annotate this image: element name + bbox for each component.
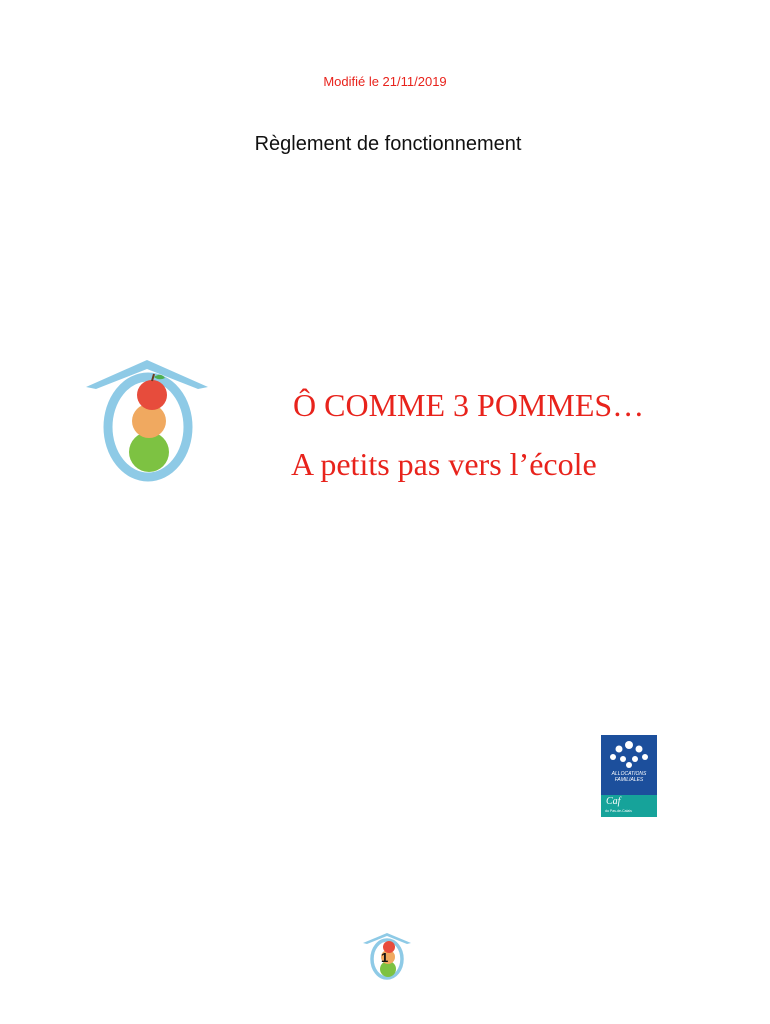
modified-date: Modifié le 21/11/2019 <box>323 74 447 89</box>
logo-o-comme-3-pommes <box>82 355 212 485</box>
main-title-line2: A petits pas vers l’école <box>291 446 597 482</box>
page-number: 1 <box>381 950 389 965</box>
caf-logo-text-top: ALLOCATIONS FAMILIALES <box>611 771 647 783</box>
caf-family-icon <box>601 737 657 773</box>
caf-logo-brand: Caf <box>606 796 621 807</box>
main-title-line1: Ô COMME 3 POMMES… <box>293 387 645 423</box>
document-title: Règlement de fonctionnement <box>254 133 522 155</box>
caf-logo-region: du Pas-de-Calais <box>605 809 632 813</box>
caf-logo <box>601 735 657 817</box>
